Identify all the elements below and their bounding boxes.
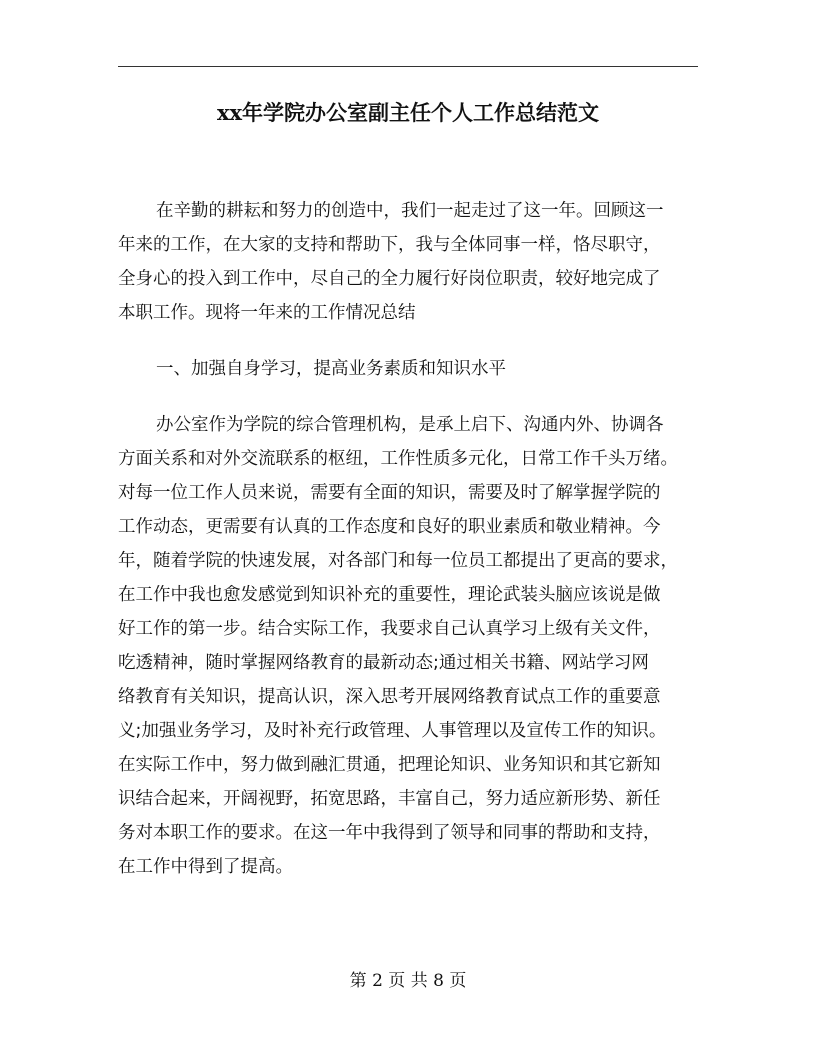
body-line: 好工作的第一步。结合实际工作，我要求自己认真学习上级有关文件，	[118, 619, 661, 639]
body-line: 在工作中我也愈发感觉到知识补充的重要性，理论武装头脑应该说是做	[118, 585, 661, 605]
body-line: 吃透精神，随时掌握网络教育的最新动态;通过相关书籍、网站学习网	[118, 653, 649, 673]
body-line: 工作动态，更需要有认真的工作态度和良好的职业素质和敬业精神。今	[118, 517, 661, 537]
body-line: 办公室作为学院的综合管理机构，是承上启下、沟通内外、协调各	[156, 415, 664, 435]
document-title: xx年学院办公室副主任个人工作总结范文	[216, 100, 600, 125]
header-rule	[118, 66, 698, 67]
intro-line: 在辛勤的耕耘和努力的创造中，我们一起走过了这一年。回顾这一	[156, 201, 664, 221]
body-line: 务对本职工作的要求。在这一年中我得到了领导和同事的帮助和支持，	[118, 823, 661, 843]
body-line: 在工作中得到了提高。	[118, 857, 293, 877]
body-line: 识结合起来，开阔视野，拓宽思路，丰富自己，努力适应新形势、新任	[118, 789, 661, 809]
body-line: 在实际工作中，努力做到融汇贯通，把理论知识、业务知识和其它新知	[118, 755, 661, 775]
intro-line: 年来的工作，在大家的支持和帮助下，我与全体同事一样，恪尽职守，	[118, 235, 661, 255]
body-line: 络教育有关知识，提高认识，深入思考开展网络教育试点工作的重要意	[118, 687, 661, 707]
intro-line: 本职工作。现将一年来的工作情况总结	[118, 303, 416, 323]
body-line: 年，随着学院的快速发展，对各部门和每一位员工都提出了更高的要求，	[118, 551, 678, 571]
intro-line: 全身心的投入到工作中，尽自己的全力履行好岗位职责，较好地完成了	[118, 269, 661, 289]
body-line: 方面关系和对外交流联系的枢纽，工作性质多元化，日常工作千头万绪。	[118, 449, 678, 469]
section-heading: 一、加强自身学习，提高业务素质和知识水平	[156, 359, 506, 379]
body-line: 对每一位工作人员来说，需要有全面的知识，需要及时了解掌握学院的	[118, 483, 661, 503]
page-number: 第 2 页 共 8 页	[349, 971, 467, 991]
body-line: 义;加强业务学习，及时补充行政管理、人事管理以及宣传工作的知识。	[118, 721, 667, 741]
